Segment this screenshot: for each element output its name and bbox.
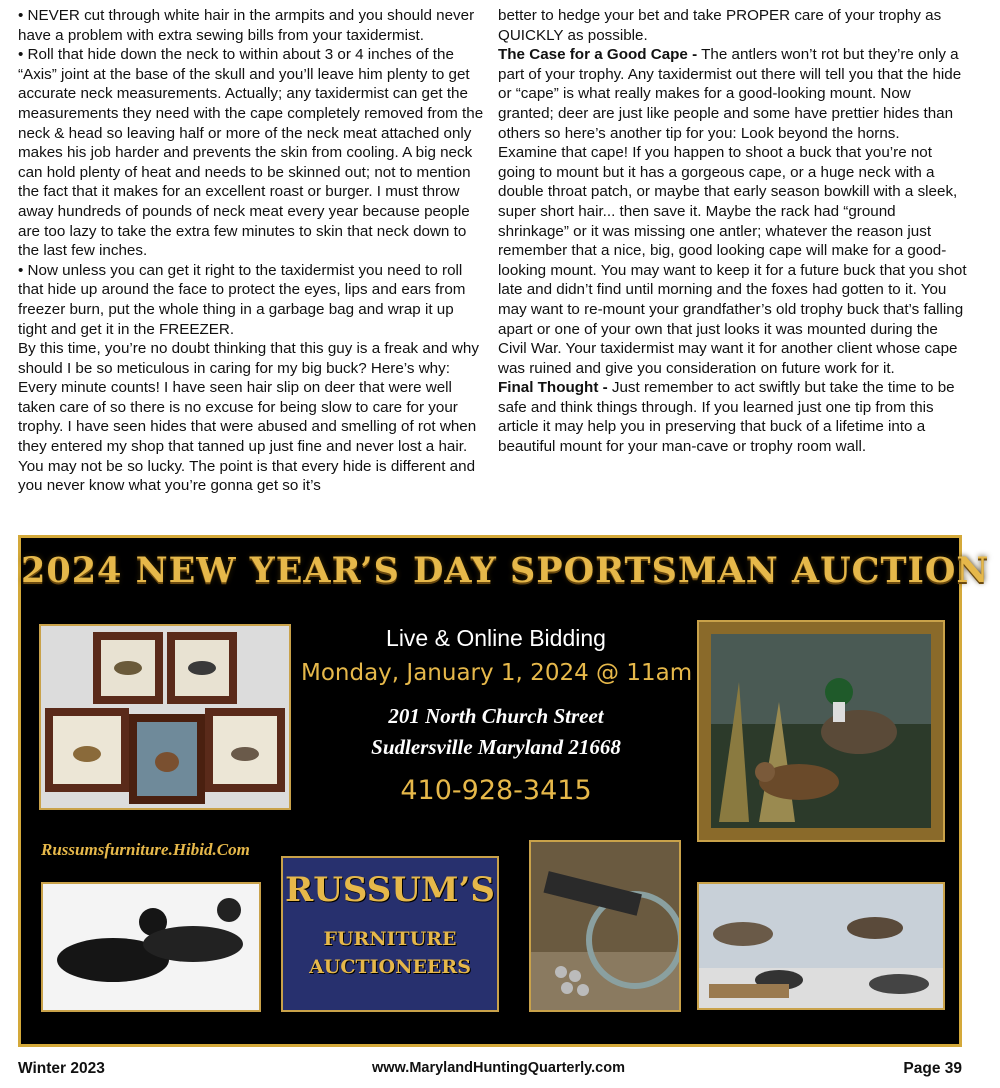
- paragraph: • Roll that hide down the neck to within about 3 or 4 inches of the “Axis” joint at the base of the skull and you’ll leave him plenty to get accurate neck measurements. Actually; any taxidermist can get the measurements they need with the cape completely removed from the neck & head so leaving half or more of the neck meat attached only makes his job harder and prevents the skin from cooling. A big neck can hold plenty of heat and needs to be skinned out; not to mention the fact that it makes for an excellent roast or burger. I must throw away hundreds of pounds of neck meat every year because people are too lazy to take the extra few minutes to skin that neck down to the last few inches.: [18, 46, 484, 260]
- auction-website: Russumsfurniture.Hibid.Com: [41, 840, 250, 859]
- framed-prints-illustration: [41, 626, 289, 808]
- duck-painting-illustration: [699, 622, 943, 840]
- decoys-illustration: [43, 884, 259, 1010]
- section-heading-cape: The Case for a Good Cape -: [498, 46, 698, 64]
- cannon-photo: [529, 840, 681, 1012]
- shorebird-decoys-illustration: [699, 884, 943, 1008]
- bidding-text: Live & Online Bidding: [386, 625, 606, 651]
- russums-logo: [281, 856, 499, 1012]
- address-line2: Sudlersville Maryland 21668: [371, 735, 621, 759]
- paragraph: better to hedge your bet and take PROPER care of your trophy as QUICKLY as possible.: [498, 7, 942, 44]
- auction-date: Monday, January 1, 2024 @ 11am: [301, 660, 693, 686]
- decoys-photo: [41, 882, 261, 1012]
- paragraph-text: Just remember to act swiftly but take the time to be safe and think things through. If you learned just one tip from this article it may help you in preserving that buck of a lifetime into a beautiful mount for your man-cave or trophy room wall.: [498, 379, 955, 456]
- page-number: Page 39: [903, 1060, 962, 1077]
- duck-painting-photo: [697, 620, 945, 842]
- website-link[interactable]: www.MarylandHuntingQuarterly.com: [372, 1060, 625, 1076]
- paragraph: Examine that cape! If you happen to shoot a buck that you’re not going to mount but it has a gorgeous cape, or a huge neck with a double throat patch, or maybe that early season bowkill with a sleek, super short hair... then save it. Maybe the rack had “ground shrinkage” or it was missing one antler; whatever the reason just remember that a nice, big, good looking cape will make for a good-looking mount. You may want to keep it for a future buck that you shot late and didn’t find until morning and the foxes had gotten to it. You may want to re-mount your grandfather’s old trophy buck that’s falling apart or one of your own that just looks it was mounted during the Civil War. Your taxidermist may want it for another client whose cape was ruined and give you consideration on future work for it.: [498, 144, 967, 377]
- shorebird-decoys-photo: [697, 882, 945, 1010]
- paragraph: By this time, you’re no doubt thinking that this guy is a freak and why should I be so meticulous in caring for my big buck? Here’s why: Every minute counts! I have seen hair slip on deer that were well taken care of so there is no excuse for being slow to care for your trophy. I have seen hides that were abused and smelling of rot when they entered my shop that tanned up just fine and never lost a hair. You may not be so lucky. The point is that every hide is different and you never know what you’re gonna get so it’s: [18, 340, 479, 495]
- paragraph-cape: [498, 45, 968, 143]
- article-right-column: [498, 6, 968, 457]
- paragraph: • Now unless you can get it right to the taxidermist you need to roll that hide up around the face to protect the eyes, lips and ears from freezer burn, put the whole thing in a garbage bag and wrap it up tight and get it in the FREEZER.: [18, 261, 466, 338]
- ad-title: 2024 NEW YEAR’S DAY SPORTSMAN AUCTION: [21, 550, 990, 591]
- paragraph-final: [498, 378, 968, 456]
- logo-name: RUSSUM’S: [285, 870, 495, 910]
- issue-label: Winter 2023: [18, 1060, 105, 1077]
- logo-subtitle-furniture: FURNITURE: [323, 928, 457, 950]
- section-heading-final: Final Thought -: [498, 379, 608, 397]
- cannon-illustration: [531, 842, 679, 1010]
- address-line1: 201 North Church Street: [388, 704, 604, 728]
- paragraph: • NEVER cut through white hair in the armpits and you should never have a problem with extra sewing bills from your taxidermist.: [18, 7, 475, 44]
- phone-number: 410-928-3415: [400, 775, 592, 806]
- auction-advertisement: [18, 535, 990, 1047]
- logo-subtitle-auctioneers: AUCTIONEERS: [309, 956, 471, 978]
- framed-prints-photo: [39, 624, 291, 810]
- paragraph-text: The antlers won’t rot but they’re only a part of your trophy. Any taxidermist out there will tell you that the hide or “cape” is what really makes for a good-looking mount. Now granted; deer are just like people and some have prettier hides than others so here’s another tip for you: Look beyond the horns.: [498, 46, 962, 142]
- article-left-column: [18, 6, 486, 496]
